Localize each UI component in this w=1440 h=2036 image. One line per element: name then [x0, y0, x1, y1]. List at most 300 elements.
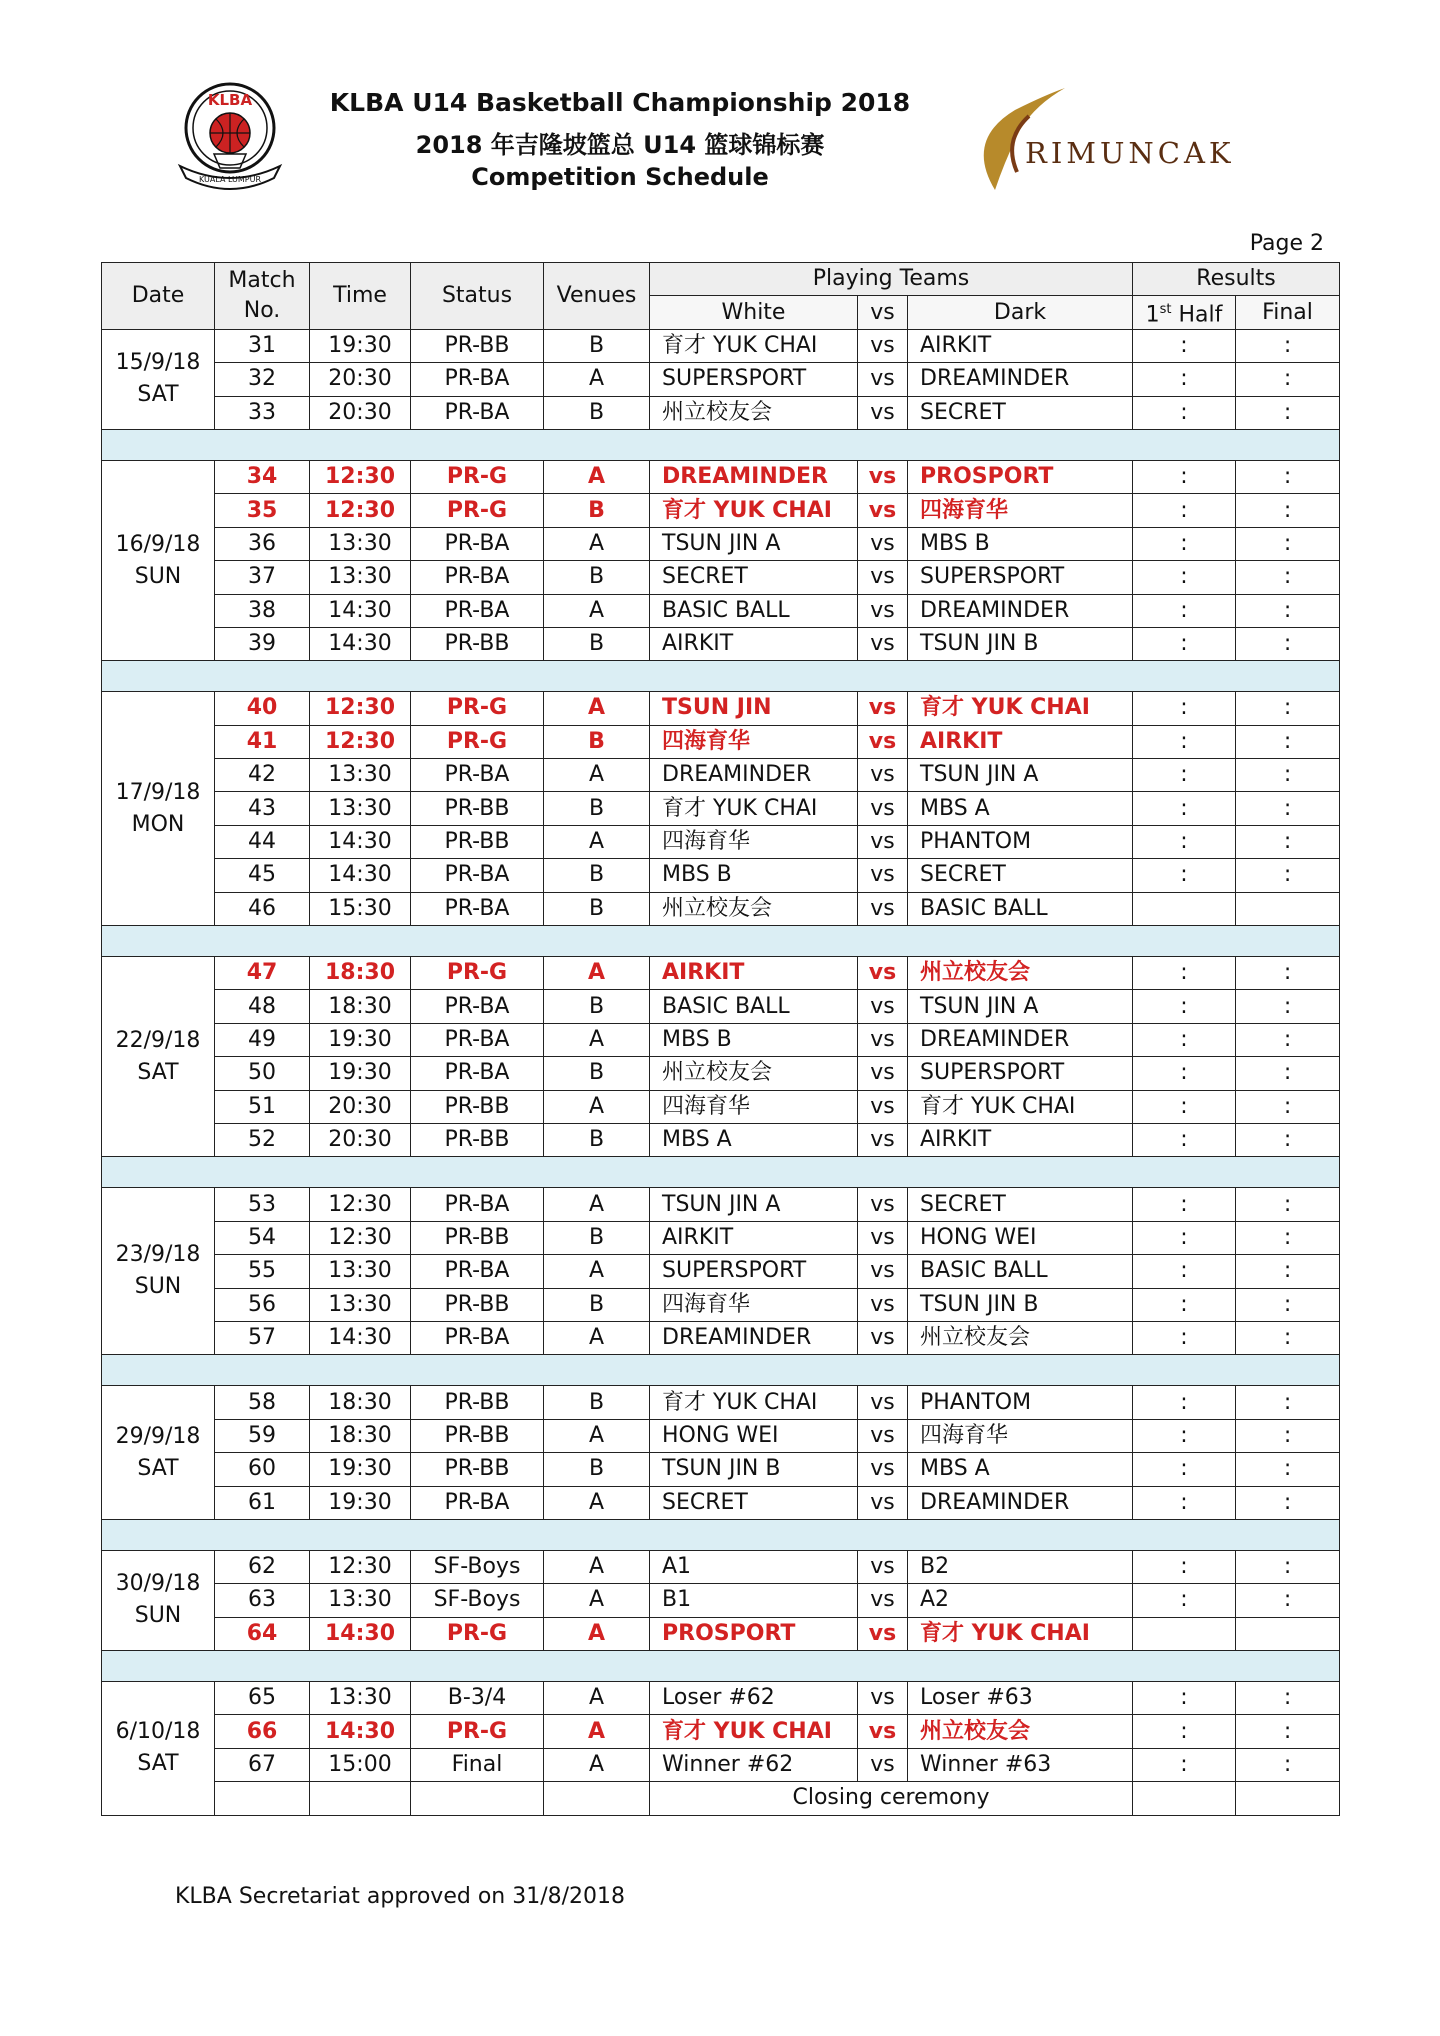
day-separator — [102, 1519, 1340, 1550]
white-team-cell: SUPERSPORT — [650, 363, 858, 396]
dark-team-cell: SECRET — [908, 859, 1133, 892]
schedule-table — [101, 262, 1340, 1816]
header-venues: Venues — [544, 263, 650, 330]
header-first-half: 1st Half — [1133, 296, 1236, 329]
separator-cell — [102, 1157, 1340, 1188]
weekday-text: SAT — [137, 1751, 179, 1777]
match-no-cell: 67 — [215, 1748, 310, 1781]
time-cell: 13:30 — [310, 1584, 411, 1617]
final-result-cell: : — [1236, 1486, 1340, 1519]
venue-cell: A — [544, 1419, 650, 1452]
time-cell: 14:30 — [310, 1321, 411, 1354]
venue-cell: A — [544, 1321, 650, 1354]
white-team-cell: TSUN JIN B — [650, 1453, 858, 1486]
vs-cell: vs — [858, 1386, 908, 1419]
time-cell: 12:30 — [310, 1221, 411, 1254]
white-team-cell: 四海育华 — [650, 825, 858, 858]
match-row — [102, 1090, 1340, 1123]
venue-cell: B — [544, 990, 650, 1023]
vs-cell: vs — [858, 859, 908, 892]
final-result-cell: : — [1236, 1550, 1340, 1583]
vs-cell: vs — [858, 1057, 908, 1090]
status-cell: PR-BB — [411, 825, 544, 858]
final-result-cell: : — [1236, 1123, 1340, 1156]
dark-team-cell: AIRKIT — [908, 329, 1133, 362]
venue-cell: A — [544, 1023, 650, 1056]
status-cell: PR-BA — [411, 1023, 544, 1056]
day-separator — [102, 1355, 1340, 1386]
vs-cell: vs — [858, 627, 908, 660]
dark-team-cell: 州立校友会 — [908, 1715, 1133, 1748]
final-result-cell: : — [1236, 825, 1340, 858]
date-text: 22/9/18 — [115, 1027, 201, 1053]
white-team-cell: 四海育华 — [650, 1090, 858, 1123]
status-cell: PR-BA — [411, 527, 544, 560]
final-result-cell: : — [1236, 957, 1340, 990]
separator-cell — [102, 661, 1340, 692]
time-cell: 14:30 — [310, 1715, 411, 1748]
time-cell: 19:30 — [310, 1453, 411, 1486]
vs-cell: vs — [858, 1748, 908, 1781]
match-no-cell: 60 — [215, 1453, 310, 1486]
match-row — [102, 1682, 1340, 1715]
header-dark: Dark — [908, 296, 1133, 329]
match-no-cell: 44 — [215, 825, 310, 858]
first-half-result-cell: : — [1133, 363, 1236, 396]
venue-cell: B — [544, 1057, 650, 1090]
primuncak-logo-text: RIMUNCAK — [1025, 136, 1235, 170]
ceremony-row — [102, 1782, 1340, 1815]
white-team-cell: Loser #62 — [650, 1682, 858, 1715]
status-cell: PR-BA — [411, 1486, 544, 1519]
venue-cell: A — [544, 957, 650, 990]
match-row — [102, 363, 1340, 396]
match-no-cell: 43 — [215, 792, 310, 825]
dark-team-cell: PROSPORT — [908, 460, 1133, 493]
white-team-cell: MBS B — [650, 859, 858, 892]
time-cell: 13:30 — [310, 527, 411, 560]
white-team-cell: A1 — [650, 1550, 858, 1583]
white-team-cell: TSUN JIN A — [650, 1188, 858, 1221]
time-cell: 13:30 — [310, 561, 411, 594]
venue-cell: A — [544, 1486, 650, 1519]
time-cell: 12:30 — [310, 1188, 411, 1221]
match-no-cell: 47 — [215, 957, 310, 990]
dark-team-cell: HONG WEI — [908, 1221, 1133, 1254]
match-no-cell: 52 — [215, 1123, 310, 1156]
vs-cell: vs — [858, 1023, 908, 1056]
weekday-text: SAT — [137, 382, 179, 408]
venue-cell: A — [544, 1255, 650, 1288]
time-cell: 19:30 — [310, 329, 411, 362]
page-number: Page 2 — [1249, 231, 1324, 256]
white-team-cell: 州立校友会 — [650, 892, 858, 925]
vs-cell: vs — [858, 1090, 908, 1123]
first-half-result-cell: : — [1133, 561, 1236, 594]
vs-cell: vs — [858, 1617, 908, 1650]
match-row — [102, 1057, 1340, 1090]
time-cell: 13:30 — [310, 759, 411, 792]
final-result-cell: : — [1236, 1255, 1340, 1288]
status-cell: PR-BA — [411, 1255, 544, 1288]
vs-cell: vs — [858, 460, 908, 493]
time-cell: 14:30 — [310, 594, 411, 627]
dark-team-cell: A2 — [908, 1584, 1133, 1617]
first-half-result-cell: : — [1133, 1748, 1236, 1781]
match-no-cell: 56 — [215, 1288, 310, 1321]
vs-cell: vs — [858, 396, 908, 429]
venue-cell: B — [544, 1288, 650, 1321]
dark-team-cell: 州立校友会 — [908, 957, 1133, 990]
match-row — [102, 1023, 1340, 1056]
first-half-result-cell: : — [1133, 1023, 1236, 1056]
venue-cell: B — [544, 561, 650, 594]
time-cell: 13:30 — [310, 1682, 411, 1715]
first-half-result-cell: : — [1133, 792, 1236, 825]
dark-team-cell: TSUN JIN B — [908, 1288, 1133, 1321]
final-result-cell: : — [1236, 859, 1340, 892]
match-row — [102, 1453, 1340, 1486]
status-cell: PR-BB — [411, 627, 544, 660]
status-cell: PR-BB — [411, 792, 544, 825]
first-half-result-cell: : — [1133, 1288, 1236, 1321]
time-cell: 13:30 — [310, 1255, 411, 1288]
first-half-result-cell: : — [1133, 692, 1236, 725]
vs-cell: vs — [858, 990, 908, 1023]
date-cell — [102, 957, 215, 1157]
venue-cell: A — [544, 1617, 650, 1650]
weekday-text: MON — [131, 811, 185, 837]
time-cell: 12:30 — [310, 494, 411, 527]
white-team-cell: 育才 YUK CHAI — [650, 792, 858, 825]
match-row — [102, 957, 1340, 990]
first-half-result-cell: : — [1133, 1057, 1236, 1090]
match-row — [102, 1419, 1340, 1452]
first-half-result-cell — [1133, 892, 1236, 925]
match-no-cell: 61 — [215, 1486, 310, 1519]
status-cell: PR-G — [411, 494, 544, 527]
day-separator — [102, 1157, 1340, 1188]
match-row — [102, 1321, 1340, 1354]
weekday-text: SUN — [134, 1274, 182, 1300]
white-team-cell: DREAMINDER — [650, 1321, 858, 1354]
match-row — [102, 1584, 1340, 1617]
approval-note: KLBA Secretariat approved on 31/8/2018 — [175, 1884, 626, 1909]
status-cell: PR-BA — [411, 594, 544, 627]
match-row — [102, 627, 1340, 660]
time-cell: 18:30 — [310, 1419, 411, 1452]
white-team-cell: AIRKIT — [650, 1221, 858, 1254]
dark-team-cell: DREAMINDER — [908, 594, 1133, 627]
date-cell — [102, 460, 215, 660]
separator-cell — [102, 1355, 1340, 1386]
match-no-cell: 57 — [215, 1321, 310, 1354]
vs-cell: vs — [858, 1255, 908, 1288]
match-row — [102, 329, 1340, 362]
match-row — [102, 1748, 1340, 1781]
title-chinese: 2018 年吉隆坡篮总 U14 篮球锦标赛 — [415, 131, 825, 159]
white-team-cell: DREAMINDER — [650, 460, 858, 493]
match-no-cell: 31 — [215, 329, 310, 362]
vs-cell: vs — [858, 329, 908, 362]
final-result-cell: : — [1236, 396, 1340, 429]
venue-cell: B — [544, 396, 650, 429]
venue-cell: B — [544, 1221, 650, 1254]
status-cell: PR-BA — [411, 1188, 544, 1221]
final-result-cell: : — [1236, 1321, 1340, 1354]
match-no-cell: 49 — [215, 1023, 310, 1056]
final-result-cell: : — [1236, 1057, 1340, 1090]
day-separator — [102, 429, 1340, 460]
match-row — [102, 1386, 1340, 1419]
status-cell: PR-G — [411, 1617, 544, 1650]
time-cell: 18:30 — [310, 1386, 411, 1419]
time-cell: 14:30 — [310, 627, 411, 660]
final-result-cell: : — [1236, 594, 1340, 627]
date-cell — [102, 1386, 215, 1520]
white-team-cell: 州立校友会 — [650, 396, 858, 429]
white-team-cell: AIRKIT — [650, 957, 858, 990]
venue-cell: A — [544, 1584, 650, 1617]
venue-cell: A — [544, 759, 650, 792]
dark-team-cell: SECRET — [908, 396, 1133, 429]
date-text: 16/9/18 — [115, 531, 201, 557]
match-no-cell: 53 — [215, 1188, 310, 1221]
vs-cell: vs — [858, 759, 908, 792]
status-cell: B-3/4 — [411, 1682, 544, 1715]
white-team-cell: 四海育华 — [650, 725, 858, 758]
final-result-cell: : — [1236, 692, 1340, 725]
status-cell: PR-BB — [411, 1090, 544, 1123]
match-no-cell: 38 — [215, 594, 310, 627]
first-half-result-cell: : — [1133, 527, 1236, 560]
time-cell: 19:30 — [310, 1486, 411, 1519]
vs-cell: vs — [858, 1419, 908, 1452]
status-cell: SF-Boys — [411, 1584, 544, 1617]
match-no-cell: 64 — [215, 1617, 310, 1650]
final-result-cell: : — [1236, 561, 1340, 594]
status-cell: PR-G — [411, 725, 544, 758]
match-no-cell: 32 — [215, 363, 310, 396]
white-team-cell: B1 — [650, 1584, 858, 1617]
empty-cell — [411, 1782, 544, 1815]
separator-cell — [102, 1519, 1340, 1550]
first-half-result-cell: : — [1133, 1419, 1236, 1452]
dark-team-cell: SUPERSPORT — [908, 1057, 1133, 1090]
venue-cell: A — [544, 1090, 650, 1123]
date-text: 23/9/18 — [115, 1242, 201, 1268]
klba-logo — [170, 78, 290, 196]
first-half-result-cell: : — [1133, 1221, 1236, 1254]
dark-team-cell: 育才 YUK CHAI — [908, 1617, 1133, 1650]
weekday-text: SUN — [134, 1603, 182, 1629]
venue-cell: B — [544, 892, 650, 925]
status-cell: PR-BB — [411, 1386, 544, 1419]
time-cell: 12:30 — [310, 460, 411, 493]
first-half-result-cell: : — [1133, 396, 1236, 429]
time-cell: 12:30 — [310, 725, 411, 758]
first-half-result-cell: : — [1133, 1715, 1236, 1748]
status-cell: PR-BB — [411, 1288, 544, 1321]
final-result-cell: : — [1236, 725, 1340, 758]
first-half-result-cell: : — [1133, 1550, 1236, 1583]
dark-team-cell: AIRKIT — [908, 1123, 1133, 1156]
time-cell: 14:30 — [310, 1617, 411, 1650]
status-cell: PR-BA — [411, 859, 544, 892]
white-team-cell: Winner #62 — [650, 1748, 858, 1781]
separator-cell — [102, 926, 1340, 957]
vs-cell: vs — [858, 1715, 908, 1748]
match-row — [102, 692, 1340, 725]
first-half-result-cell: : — [1133, 759, 1236, 792]
status-cell: PR-BA — [411, 396, 544, 429]
date-text: 30/9/18 — [115, 1571, 201, 1597]
dark-team-cell: DREAMINDER — [908, 1486, 1133, 1519]
final-result-cell: : — [1236, 1715, 1340, 1748]
dark-team-cell: AIRKIT — [908, 725, 1133, 758]
vs-cell: vs — [858, 594, 908, 627]
white-team-cell: SECRET — [650, 561, 858, 594]
final-result-cell: : — [1236, 1453, 1340, 1486]
venue-cell: A — [544, 460, 650, 493]
match-row — [102, 396, 1340, 429]
title-english: KLBA U14 Basketball Championship 2018 — [329, 88, 911, 117]
venue-cell: A — [544, 1188, 650, 1221]
vs-cell: vs — [858, 825, 908, 858]
final-result-cell: : — [1236, 494, 1340, 527]
dark-team-cell: 州立校友会 — [908, 1321, 1133, 1354]
day-separator — [102, 926, 1340, 957]
white-team-cell: HONG WEI — [650, 1419, 858, 1452]
vs-cell: vs — [858, 1188, 908, 1221]
empty-cell — [310, 1782, 411, 1815]
match-no-cell: 45 — [215, 859, 310, 892]
first-half-result-cell: : — [1133, 1486, 1236, 1519]
venue-cell: A — [544, 692, 650, 725]
match-row — [102, 1123, 1340, 1156]
white-team-cell: 州立校友会 — [650, 1057, 858, 1090]
dark-team-cell: TSUN JIN A — [908, 990, 1133, 1023]
match-no-cell: 33 — [215, 396, 310, 429]
white-team-cell: 育才 YUK CHAI — [650, 329, 858, 362]
header-playing-teams: Playing Teams — [650, 263, 1133, 296]
status-cell: PR-BB — [411, 1453, 544, 1486]
final-result-cell: : — [1236, 1221, 1340, 1254]
vs-cell: vs — [858, 692, 908, 725]
match-row — [102, 759, 1340, 792]
status-cell: PR-BB — [411, 1221, 544, 1254]
vs-cell: vs — [858, 494, 908, 527]
dark-team-cell: DREAMINDER — [908, 363, 1133, 396]
match-row — [102, 1188, 1340, 1221]
dark-team-cell: SECRET — [908, 1188, 1133, 1221]
match-no-cell: 66 — [215, 1715, 310, 1748]
dark-team-cell: TSUN JIN A — [908, 759, 1133, 792]
time-cell: 19:30 — [310, 1023, 411, 1056]
empty-cell — [544, 1782, 650, 1815]
status-cell: PR-BA — [411, 892, 544, 925]
match-row — [102, 1221, 1340, 1254]
date-cell — [102, 1682, 215, 1816]
final-result-cell: : — [1236, 1188, 1340, 1221]
day-separator — [102, 1651, 1340, 1682]
match-no-cell: 40 — [215, 692, 310, 725]
time-cell: 13:30 — [310, 1288, 411, 1321]
klba-logo-text: KLBA — [207, 91, 253, 109]
final-result-cell — [1236, 1617, 1340, 1650]
white-team-cell: DREAMINDER — [650, 759, 858, 792]
final-result-cell: : — [1236, 1386, 1340, 1419]
final-result-cell: : — [1236, 1090, 1340, 1123]
date-text: 17/9/18 — [115, 779, 201, 805]
dark-team-cell: 四海育华 — [908, 1419, 1133, 1452]
header-final: Final — [1236, 296, 1340, 329]
white-team-cell: SUPERSPORT — [650, 1255, 858, 1288]
date-cell — [102, 1550, 215, 1650]
time-cell: 20:30 — [310, 1123, 411, 1156]
status-cell: PR-BA — [411, 561, 544, 594]
first-half-result-cell: : — [1133, 494, 1236, 527]
header-results: Results — [1133, 263, 1340, 296]
white-team-cell: 育才 YUK CHAI — [650, 1715, 858, 1748]
final-result-cell: : — [1236, 1288, 1340, 1321]
vs-cell: vs — [858, 561, 908, 594]
final-result-cell: : — [1236, 1419, 1340, 1452]
final-result-cell: : — [1236, 527, 1340, 560]
match-no-cell: 37 — [215, 561, 310, 594]
match-no-cell: 54 — [215, 1221, 310, 1254]
dark-team-cell: BASIC BALL — [908, 1255, 1133, 1288]
dark-team-cell: 育才 YUK CHAI — [908, 1090, 1133, 1123]
final-result-cell: : — [1236, 1584, 1340, 1617]
time-cell: 20:30 — [310, 363, 411, 396]
vs-cell: vs — [858, 1486, 908, 1519]
separator-cell — [102, 1651, 1340, 1682]
white-team-cell: BASIC BALL — [650, 594, 858, 627]
empty-cell — [1133, 1782, 1236, 1815]
time-cell: 18:30 — [310, 990, 411, 1023]
white-team-cell: TSUN JIN — [650, 692, 858, 725]
header-date: Date — [102, 263, 215, 330]
final-result-cell: : — [1236, 1748, 1340, 1781]
final-result-cell: : — [1236, 792, 1340, 825]
venue-cell: A — [544, 527, 650, 560]
first-half-result-cell: : — [1133, 1188, 1236, 1221]
first-half-result-cell: : — [1133, 957, 1236, 990]
final-result-cell: : — [1236, 329, 1340, 362]
match-no-cell: 46 — [215, 892, 310, 925]
white-team-cell: AIRKIT — [650, 627, 858, 660]
match-row — [102, 825, 1340, 858]
day-separator — [102, 661, 1340, 692]
first-half-result-cell: : — [1133, 1255, 1236, 1288]
venue-cell: B — [544, 725, 650, 758]
match-row — [102, 1486, 1340, 1519]
status-cell: PR-BA — [411, 363, 544, 396]
first-half-result-cell: : — [1133, 1682, 1236, 1715]
date-text: 15/9/18 — [115, 350, 201, 376]
schedule-body — [102, 329, 1340, 1815]
match-no-cell: 39 — [215, 627, 310, 660]
first-half-result-cell: : — [1133, 1453, 1236, 1486]
status-cell: PR-BB — [411, 329, 544, 362]
match-no-cell: 62 — [215, 1550, 310, 1583]
match-row — [102, 527, 1340, 560]
first-half-result-cell: : — [1133, 725, 1236, 758]
match-row — [102, 792, 1340, 825]
dark-team-cell: B2 — [908, 1550, 1133, 1583]
weekday-text: SAT — [137, 1059, 179, 1085]
